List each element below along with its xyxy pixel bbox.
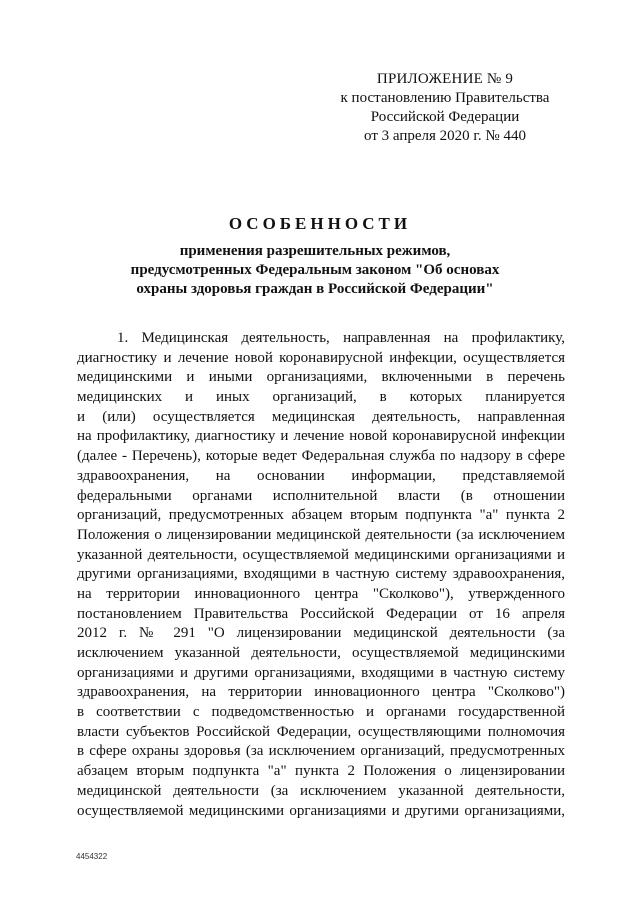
paragraph-line: федеральными органами исполнительной власти (в отношении (77, 487, 565, 504)
paragraph-1 (77, 329, 565, 821)
paragraph-line: исключением указанной деятельности, осуществляемой медицинскими (77, 645, 565, 661)
paragraph-line: 1. Медицинская деятельность, направленная на профилактику, (117, 330, 565, 346)
paragraph-line: постановлением Правительства Российской Федерации от 16 апреля (77, 605, 565, 622)
paragraph-line: медицинскими и иными организациями, включенными в перечень (77, 369, 565, 386)
paragraph-line: и (или) осуществляется медицинская деятельность, направленная (77, 408, 565, 425)
appendix-title: ПРИЛОЖЕНИЕ № 9 (376, 71, 514, 87)
subtitle-line: применения разрешительных режимов, (179, 243, 451, 259)
paragraph-line: указанной деятельности, осуществляемой медицинскими организациями и (77, 546, 565, 563)
appendix-block (330, 70, 560, 146)
appendix-line-3: от 3 апреля 2020 г. № 440 (364, 128, 526, 144)
paragraph-line: диагностику и лечение новой коронавирусной инфекции, осуществляется (77, 349, 565, 366)
document-code: 4454322 (76, 852, 108, 861)
paragraph-line: здравоохранения, на основании информации, представляемой (77, 467, 565, 484)
paragraph-line: в соответствии с подведомственностью и органами государственной (77, 704, 565, 721)
document-title: ОСОБЕННОСТИ (228, 214, 412, 233)
subtitle-line: предусмотренных Федеральным законом "Об основах (130, 262, 500, 278)
paragraph-line: на территории инновационного центра "Сколково"), утвержденного (77, 585, 565, 602)
paragraph-line: здравоохранения, на территории инновационного центра "Сколково") (77, 684, 565, 701)
appendix-line-2: Российской Федерации (370, 109, 520, 125)
paragraph-line: Положения о лицензировании медицинской деятельности (за исключением (77, 526, 565, 543)
paragraph-line: медицинской деятельности (за исключением указанной деятельности, (77, 782, 565, 799)
paragraph-line: организациями и другими организациями, входящими в частную систему (77, 664, 565, 681)
paragraph-line: 2012 г. № 291 "О лицензировании медицинской деятельности (за (77, 625, 565, 642)
appendix-line-1: к постановлению Правительства (340, 90, 550, 106)
document-subtitle (100, 242, 530, 299)
paragraph-line: осуществляемой медицинскими организациями и другими организациями, (77, 802, 565, 819)
paragraph-line: власти субъектов Российской Федерации, осуществляющими полномочия (77, 723, 565, 740)
paragraph-line: в сфере охраны здоровья (за исключением организаций, предусмотренных (77, 743, 565, 760)
paragraph-line: медицинских и иных организаций, в которых планируется (77, 389, 565, 406)
paragraph-line: организаций, предусмотренных абзацем вторым подпункта "а" пункта 2 (77, 507, 565, 524)
paragraph-line: другими организациями, входящими в частную систему здравоохранения, (77, 566, 565, 583)
paragraph-line: абзацем вторым подпункта "а" пункта 2 Положения о лицензировании (77, 763, 565, 780)
subtitle-line: охраны здоровья граждан в Российской Федерации" (136, 281, 494, 297)
paragraph-line: на профилактику, диагностику и лечение новой коронавирусной инфекции (77, 428, 565, 445)
paragraph-line: (далее - Перечень), которые ведет Федеральная служба по надзору в сфере (77, 448, 565, 465)
